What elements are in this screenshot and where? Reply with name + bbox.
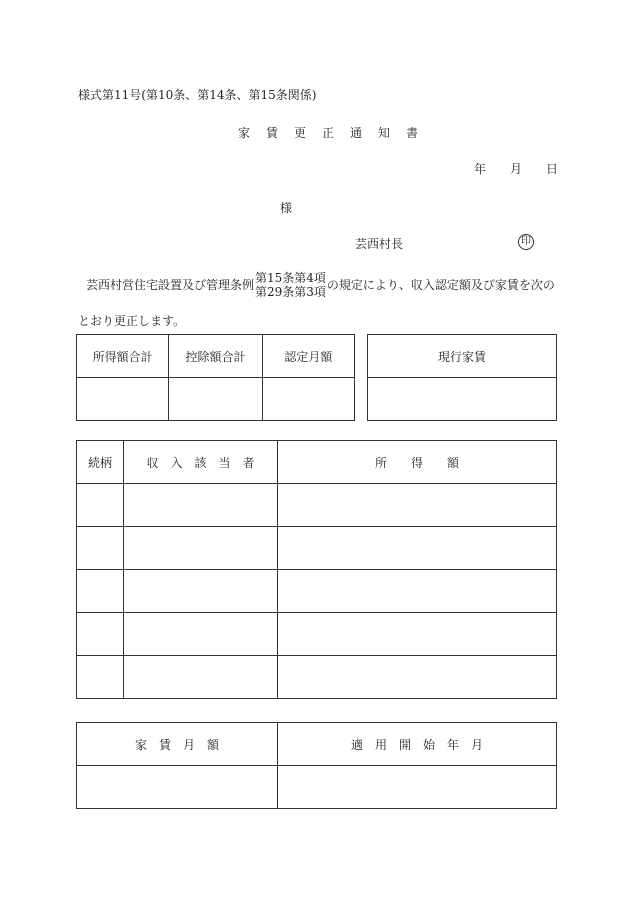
total-deduction-value[interactable]	[169, 378, 262, 421]
household-income-table	[76, 440, 557, 699]
header-income-amount: 所 得 額	[278, 441, 557, 484]
header-start-month: 適 用 開 始 年 月	[278, 723, 557, 766]
income-cell[interactable]	[278, 570, 557, 613]
header-monthly-rent: 家 賃 月 額	[77, 723, 278, 766]
table-row	[77, 527, 557, 570]
earner-cell[interactable]	[124, 527, 278, 570]
income-summary-table	[76, 334, 355, 421]
income-cell[interactable]	[278, 656, 557, 699]
income-cell[interactable]	[278, 527, 557, 570]
table-row	[77, 570, 557, 613]
clause-stack	[255, 271, 326, 299]
issuer-name: 芸西村長	[355, 237, 404, 251]
rent-application-table	[76, 722, 557, 809]
total-income-value[interactable]	[77, 378, 169, 421]
body-line-2: とおり更正します。	[78, 314, 186, 328]
form-number: 様式第11号(第10条、第14条、第15条関係)	[78, 88, 317, 102]
header-recognized-monthly: 認定月額	[262, 335, 354, 378]
date-line: 年 月 日	[474, 162, 559, 176]
earner-cell[interactable]	[124, 656, 278, 699]
start-month-value[interactable]	[278, 766, 557, 809]
relationship-cell[interactable]	[77, 656, 124, 699]
header-income-earner: 収 入 該 当 者	[124, 441, 278, 484]
body-prefix: 芸西村営住宅設置及び管理条例	[86, 278, 255, 292]
body-suffix: の規定により、収入認定額及び家賃を次の	[326, 278, 555, 292]
clause-bottom: 第29条第3項	[255, 285, 326, 299]
table-row	[77, 613, 557, 656]
header-relationship: 続柄	[77, 441, 124, 484]
header-current-rent: 現行家賃	[368, 335, 557, 378]
body-line-1	[86, 271, 555, 299]
income-cell[interactable]	[278, 484, 557, 527]
earner-cell[interactable]	[124, 570, 278, 613]
document-title: 家 賃 更 正 通 知 書	[238, 126, 421, 140]
clause-top: 第15条第4項	[255, 271, 326, 285]
header-total-deduction: 控除額合計	[169, 335, 262, 378]
relationship-cell[interactable]	[77, 613, 124, 656]
current-rent-table	[367, 334, 557, 421]
relationship-cell[interactable]	[77, 527, 124, 570]
header-total-income: 所得額合計	[77, 335, 169, 378]
monthly-rent-value[interactable]	[77, 766, 278, 809]
earner-cell[interactable]	[124, 613, 278, 656]
table-row	[77, 484, 557, 527]
current-rent-value[interactable]	[368, 378, 557, 421]
relationship-cell[interactable]	[77, 484, 124, 527]
table-row	[77, 656, 557, 699]
addressee-suffix: 様	[280, 201, 293, 215]
seal-mark: 印	[518, 234, 534, 250]
income-cell[interactable]	[278, 613, 557, 656]
recognized-monthly-value[interactable]	[262, 378, 354, 421]
relationship-cell[interactable]	[77, 570, 124, 613]
earner-cell[interactable]	[124, 484, 278, 527]
